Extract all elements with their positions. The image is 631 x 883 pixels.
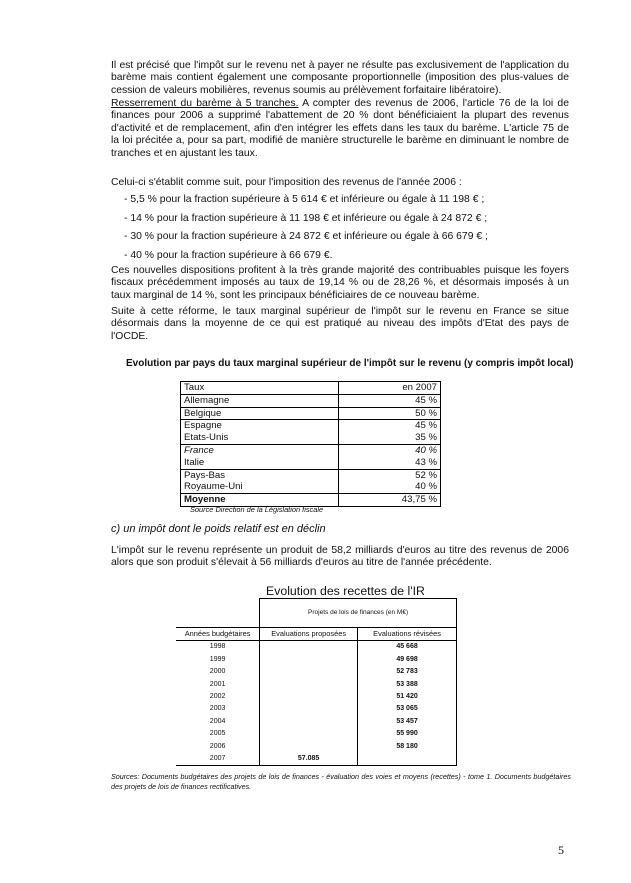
table-row: [176, 728, 457, 740]
revised-cell: 45 668: [358, 641, 457, 654]
table-row: [176, 741, 457, 753]
section-heading: c) un impôt dont le poids relatif est en déclin: [111, 523, 326, 535]
rate-cell: 43 %: [339, 457, 441, 469]
table-ir-receipts: [176, 598, 457, 766]
paragraph-beneficiaries: Ces nouvelles dispositions profitent à la très grande majorité des contribuables puisque les foyers fiscaux précédemment imposés au taux de 19,14 % ou de 28,26 %, et désormais imposés à un taux marginal de 14 %, sont les principaux bénéficiaires de ce nouveau barème.: [111, 265, 569, 301]
header-cell: Evaluations révisées: [358, 628, 457, 641]
rate-cell: 45 %: [339, 394, 441, 407]
paragraph-bracket-reform: [111, 98, 569, 160]
country-cell: Espagne: [181, 420, 339, 432]
table-receipts-source: Sources: Documents budgétaires des projets de lois de finances - évaluation des voies et moyens (recettes) - tome 1. Documents budgétaires des projets de lois de finances rectificatives.: [111, 772, 571, 792]
proposed-cell: [260, 741, 358, 753]
table-row: [181, 394, 441, 407]
revised-cell: 51 420: [358, 691, 457, 703]
paragraph-text: A compter des revenus de 2006, l'article 76 de la loi de finances pour 2006 a supprimé l'abattement de 20 % dont bénéficiaient la plupart des revenus d'activité et de remplacement, afin d'en intégrer les effets dans les taux du barème. L'article 75 de la loi précitée a, pour sa part, modifié de manière structurelle le barème en diminuant le nombre de tranches et en ajustant les taux.: [111, 98, 569, 159]
table-row: [181, 432, 441, 444]
empty-cell: [176, 599, 260, 628]
rate-cell: 35 %: [339, 432, 441, 444]
list-item: - 5,5 % pour la fraction supérieure à 5 614 € et inférieure ou égale à 11 198 € ;: [124, 194, 485, 205]
paragraph-oecd: Suite à cette réforme, le taux marginal supérieur de l'impôt sur le revenu en France se situe désormais dans la moyenne de ce qui est pratiqué au niveau des impôts d'Etat des pays de l'OCDE.: [111, 306, 569, 342]
table-row: [176, 703, 457, 715]
average-value: 43,75 %: [339, 494, 441, 507]
year-cell: 1999: [209, 655, 226, 663]
header-cell: en 2007: [339, 382, 441, 395]
header-cell: Evaluations proposées: [260, 628, 358, 641]
header-cell: Taux: [181, 382, 339, 395]
paragraph-schedule-intro: Celui-ci s'établit comme suit, pour l'imposition des revenus de l'année 2006 :: [111, 177, 462, 188]
proposed-cell: [260, 679, 358, 691]
country-cell: Royaume-Uni: [181, 481, 339, 493]
paragraph-net-tax: Il est précisé que l'impôt sur le revenu net à payer ne résulte pas exclusivement de l'application du barème mais contient également une composante proportionnelle (imposition des plus-values de cession de valeurs mobilières, revenus soumis au prélèvement forfaitaire libératoire).: [111, 60, 569, 96]
rate-cell: 45 %: [339, 420, 441, 432]
table-row: [181, 407, 441, 420]
country-cell: Belgique: [181, 407, 339, 420]
proposed-cell: [260, 666, 358, 678]
table-row: [181, 457, 441, 469]
year-cell: 1998: [209, 643, 226, 651]
table-marginal-rates: [180, 381, 441, 507]
year-cell: 2006: [209, 742, 226, 750]
proposed-cell: [260, 654, 358, 666]
revised-cell: 53 457: [358, 716, 457, 728]
revised-cell: 53 388: [358, 679, 457, 691]
revised-cell: [358, 753, 457, 766]
year-cell: 2004: [209, 717, 226, 725]
table-row: [181, 469, 441, 481]
revised-cell: 58 180: [358, 741, 457, 753]
table-rates-title: Evolution par pays du taux marginal supérieur de l'impôt sur le revenu (y compris impôt local): [126, 358, 574, 369]
revised-cell: 52 783: [358, 666, 457, 678]
rate-cell: 40 %: [339, 481, 441, 493]
country-cell: Etats-Unis: [181, 432, 339, 444]
table-row: [176, 679, 457, 691]
year-cell: 2002: [209, 693, 226, 701]
table-row: [181, 444, 441, 456]
proposed-cell: [260, 728, 358, 740]
rate-cell: 52 %: [339, 469, 441, 481]
table-header-row: [181, 382, 441, 395]
list-item: - 40 % pour la fraction supérieure à 66 679 €.: [124, 250, 333, 262]
proposed-cell: [260, 691, 358, 703]
proposed-cell: [260, 716, 358, 728]
proposed-cell: [260, 703, 358, 715]
country-cell: Allemagne: [181, 394, 339, 407]
revised-cell: 55 990: [358, 728, 457, 740]
country-cell: Pays-Bas: [181, 469, 339, 481]
year-cell: 2007: [176, 753, 260, 766]
revised-cell: 49 698: [358, 654, 457, 666]
proposed-cell: [260, 641, 358, 654]
table-group-header-row: [176, 599, 457, 628]
table-row: [176, 716, 457, 728]
year-cell: 2003: [209, 705, 226, 713]
year-cell: 2005: [209, 730, 226, 738]
header-cell: Années budgétaires: [176, 628, 260, 641]
page-number: 5: [558, 843, 564, 857]
table-row: [176, 691, 457, 703]
country-cell: Italie: [181, 457, 339, 469]
tax-bracket-list: [124, 191, 564, 266]
list-item: - 14 % pour la fraction supérieure à 11 198 € et inférieure ou égale à 24 872 € ;: [124, 212, 488, 224]
table-header-row: [176, 628, 457, 641]
group-header-cell: Projets de lois de finances (en M€): [260, 599, 457, 628]
table-row: [176, 666, 457, 678]
table-row: [181, 420, 441, 432]
country-cell: France: [181, 444, 339, 456]
table-row: [176, 641, 457, 654]
year-cell: 2001: [209, 680, 226, 688]
table-row: [176, 654, 457, 666]
table-receipts-title: Evolution des recettes de l'IR: [266, 584, 425, 598]
year-cell: 2000: [209, 668, 226, 676]
rate-cell: 40 %: [339, 444, 441, 456]
table-row: [176, 753, 457, 766]
proposed-cell: 57.085: [260, 753, 358, 766]
rate-cell: 50 %: [339, 407, 441, 420]
list-item: - 30 % pour la fraction supérieure à 24 872 € et inférieure ou égale à 66 679 € ;: [124, 231, 488, 243]
underlined-lead: Resserrement du barème à 5 tranches.: [111, 98, 299, 109]
paragraph-revenue: L'impôt sur le revenu représente un produit de 58,2 milliards d'euros au titre des revenus de 2006 alors que son produit s'élevait à 56 milliards d'euros au titre de l'année précédente.: [111, 545, 569, 569]
average-label: Moyenne: [181, 494, 339, 507]
table-rates-source: Source Direction de la Législation fiscale: [190, 505, 324, 514]
table-row: [181, 481, 441, 493]
revised-cell: 53 065: [358, 703, 457, 715]
